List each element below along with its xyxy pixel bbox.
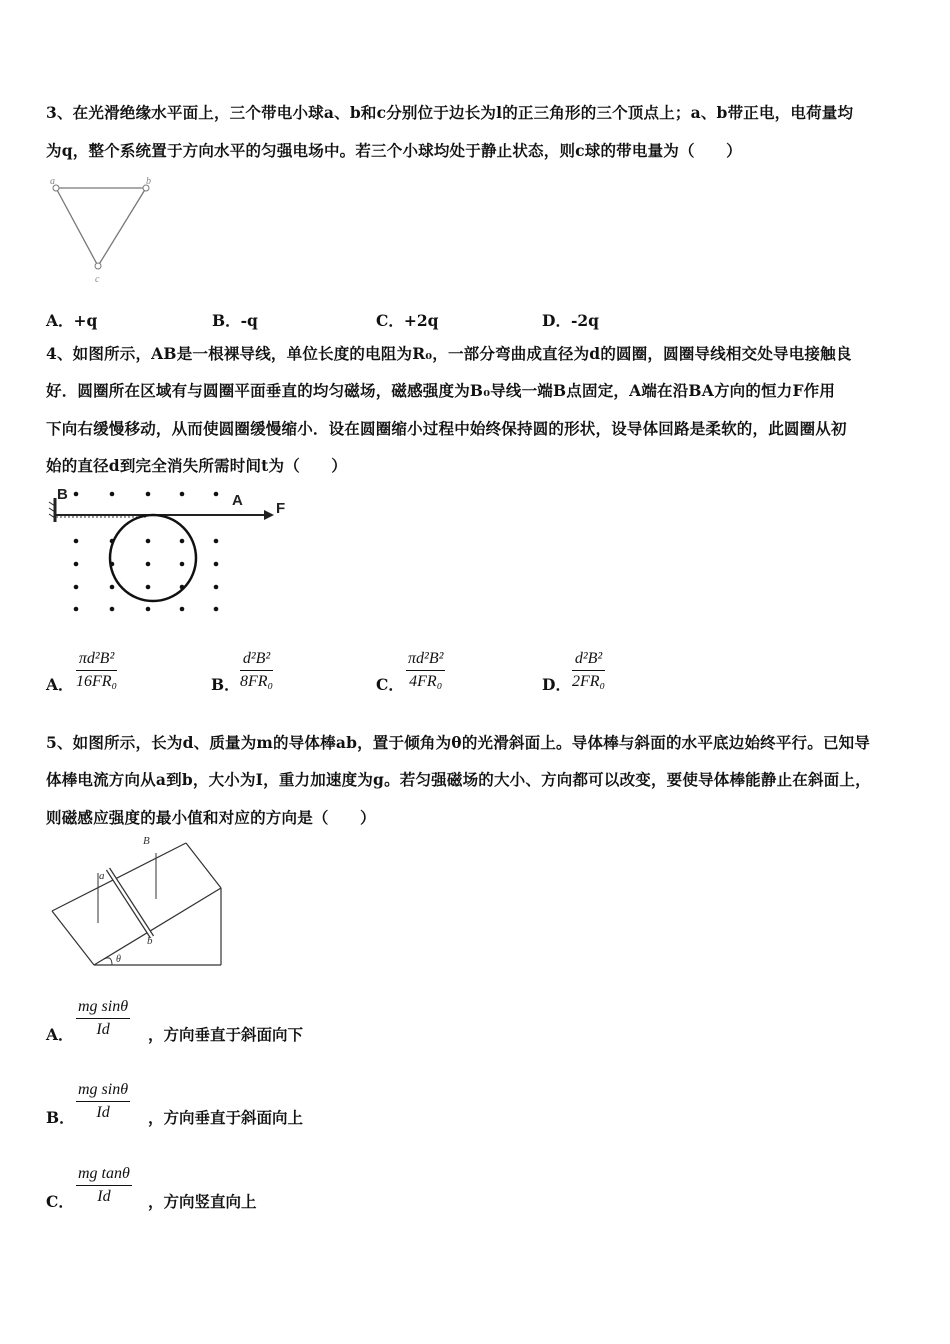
q3-label-c: c	[95, 274, 100, 285]
q4-magnetic-field-figure	[46, 484, 296, 619]
q4-text-line-1: 4、如图所示，AB是一根裸导线，单位长度的电阻为R₀，一部分弯曲成直径为d的圆圈，圆圈导线相交处导电接触良	[46, 344, 852, 363]
q4-option-a-formula	[76, 650, 117, 691]
field-dot	[214, 562, 219, 567]
q4-label-f: F	[276, 500, 286, 517]
q5-option-c-den: Id	[97, 1188, 111, 1205]
q5-option-a-formula	[76, 998, 130, 1039]
q3-text-line-1: 3、在光滑绝缘水平面上，三个带电小球a、b和c分别位于边长为l的正三角形的三个顶点上；a、b带正电，电荷量均	[46, 103, 854, 122]
q5-incline-figure	[46, 833, 226, 968]
q4-option-c-num: πd²B²	[406, 650, 445, 671]
field-dot	[146, 492, 151, 497]
q3-option-c: C．+2q	[376, 311, 439, 330]
field-dot	[180, 562, 185, 567]
field-dot	[74, 585, 79, 590]
q3-text-line-2: 为q，整个系统置于方向水平的匀强电场中。若三个小球均处于静止状态，则c球的带电量为（ ）	[46, 141, 742, 160]
q5-option-b-direction: ，方向垂直于斜面向上	[148, 1108, 304, 1127]
q5-option-a-label: A．	[46, 1025, 74, 1044]
field-dot	[180, 585, 185, 590]
field-dot	[74, 492, 79, 497]
field-dot	[74, 562, 79, 567]
q3-option-b: B．-q	[212, 311, 258, 330]
field-dot	[110, 607, 115, 612]
q4-option-d-num: d²B²	[572, 650, 605, 671]
field-dot	[180, 607, 185, 612]
q5-option-a-direction: ，方向垂直于斜面向下	[148, 1025, 304, 1044]
q5-option-b-num: mg sinθ	[76, 1081, 130, 1102]
field-dot	[110, 585, 115, 590]
q3-triangle-figure	[46, 174, 166, 289]
q4-option-a-label: A．	[46, 675, 74, 694]
q4-option-d-label: D．	[542, 675, 571, 694]
q5-label-a: a	[99, 870, 105, 882]
q5-text-line-3: 则磁感应强度的最小值和对应的方向是（ ）	[46, 808, 376, 827]
q4-option-c-formula	[406, 650, 445, 691]
field-dot	[214, 539, 219, 544]
field-dot	[146, 562, 151, 567]
q5-label-b-field: B	[143, 835, 150, 847]
q4-text-line-4: 始的直径d到完全消失所需时间t为（ ）	[46, 456, 347, 475]
q5-option-b-formula	[76, 1081, 130, 1122]
q4-label-a: A	[232, 492, 243, 509]
q4-option-c-den: 4FR₀	[409, 673, 443, 690]
q4-option-c-label: C．	[376, 675, 404, 694]
field-dot	[110, 492, 115, 497]
q5-option-a-num: mg sinθ	[76, 998, 130, 1019]
q5-text-line-2: 体棒电流方向从a到b，大小为I，重力加速度为g。若匀强磁场的大小、方向都可以改变，要使导体棒能静止在斜面上，	[46, 770, 871, 789]
field-dot	[110, 562, 115, 567]
q4-label-b: B	[57, 486, 68, 503]
field-dot	[146, 607, 151, 612]
q3-option-a: A．+q	[46, 311, 98, 330]
q4-option-b-label: B．	[211, 675, 240, 694]
q5-text-line-1: 5、如图所示，长为d、质量为m的导体棒ab，置于倾角为θ的光滑斜面上。导体棒与斜面的水平底边始终平行。已知导	[46, 733, 871, 752]
q4-text-line-2: 好．圆圈所在区域有与圆圈平面垂直的均匀磁场，磁感强度为B₀导线一端B点固定，A端在沿BA方向的恒力F作用	[46, 381, 836, 400]
q4-option-d-formula	[572, 650, 605, 691]
q4-option-a-den: 16FR₀	[76, 673, 118, 690]
field-dot	[180, 492, 185, 497]
q4-option-d-den: 2FR₀	[572, 673, 606, 690]
field-dot	[180, 539, 185, 544]
field-dot	[146, 539, 151, 544]
field-dot	[74, 607, 79, 612]
q5-label-theta: θ	[116, 954, 121, 965]
q4-option-b-formula	[240, 650, 273, 691]
field-dot	[214, 492, 219, 497]
field-dot	[74, 539, 79, 544]
q3-label-b: b	[146, 176, 151, 187]
q3-label-a: a	[50, 176, 55, 187]
field-dot	[214, 607, 219, 612]
q3-option-d: D．-2q	[542, 311, 599, 330]
q4-text-line-3: 下向右缓慢移动，从而使圆圈缓慢缩小．设在圆圈缩小过程中始终保持圆的形状，设导体回路是柔软的，此圆圈从初	[46, 419, 847, 438]
q5-option-c-direction: ，方向竖直向上	[148, 1192, 257, 1211]
field-dot	[110, 539, 115, 544]
field-dot	[146, 585, 151, 590]
q5-option-c-formula	[76, 1165, 132, 1206]
q5-option-b-den: Id	[96, 1104, 110, 1121]
q5-option-c-label: C．	[46, 1192, 74, 1211]
q5-option-a-den: Id	[96, 1021, 110, 1038]
q5-option-c-num: mg tanθ	[76, 1165, 132, 1186]
q4-option-a-num: πd²B²	[76, 650, 117, 671]
q5-label-b: b	[147, 935, 153, 947]
q4-option-b-num: d²B²	[240, 650, 273, 671]
field-dot	[214, 585, 219, 590]
q4-option-b-den: 8FR₀	[240, 673, 274, 690]
q5-option-b-label: B．	[46, 1108, 75, 1127]
